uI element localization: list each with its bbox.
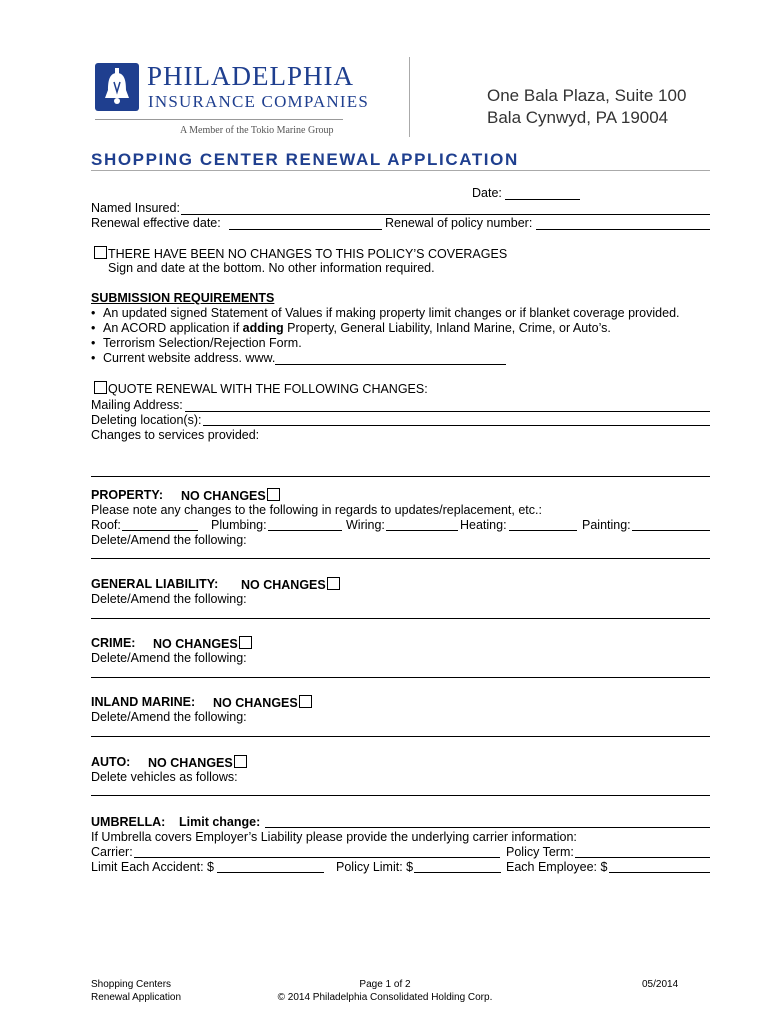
- acord-text: An ACORD application if: [103, 321, 240, 335]
- header-divider: [409, 57, 410, 137]
- property-amend-label: Delete/Amend the following:: [91, 533, 247, 547]
- carrier-field[interactable]: [134, 857, 500, 858]
- date-field[interactable]: [505, 199, 580, 200]
- submission-item-acord: [103, 321, 611, 336]
- named-insured-label: Named Insured:: [91, 201, 180, 215]
- renewal-policy-label: Renewal of policy number:: [385, 216, 533, 230]
- member-text: A Member of the Tokio Marine Group: [180, 125, 334, 136]
- property-no-changes-label: NO CHANGES: [181, 489, 266, 503]
- acord-rest-text: Property, General Liability, Inland Marine, Crime, or Auto’s.: [287, 321, 611, 335]
- bullet-icon: •: [91, 306, 96, 320]
- heating-label: Heating:: [460, 518, 507, 532]
- policy-term-label: Policy Term:: [506, 845, 574, 859]
- limit-each-accident-label: Limit Each Accident: $: [91, 860, 214, 874]
- umbrella-limit-field[interactable]: [265, 827, 710, 828]
- website-field[interactable]: [275, 364, 506, 365]
- limit-each-accident-field[interactable]: [217, 872, 324, 873]
- plumbing-label: Plumbing:: [211, 518, 267, 532]
- inland-amend-field[interactable]: [91, 736, 710, 737]
- auto-no-changes-label: NO CHANGES: [148, 756, 233, 770]
- bullet-icon: •: [91, 351, 96, 365]
- wiring-label: Wiring:: [346, 518, 385, 532]
- umbrella-note: If Umbrella covers Employer’s Liability please provide the underlying carrier information:: [91, 830, 577, 844]
- crime-amend-label: Delete/Amend the following:: [91, 651, 247, 665]
- property-no-changes-checkbox[interactable]: [267, 488, 280, 501]
- property-heading: PROPERTY:: [91, 488, 163, 502]
- inland-no-changes-checkbox[interactable]: [299, 695, 312, 708]
- address-line-2: Bala Cynwyd, PA 19004: [487, 108, 669, 127]
- acord-bold-text: adding: [242, 321, 284, 335]
- gl-amend-field[interactable]: [91, 618, 710, 619]
- painting-field[interactable]: [632, 530, 710, 531]
- crime-no-changes-checkbox[interactable]: [239, 636, 252, 649]
- auto-amend-field[interactable]: [91, 795, 710, 796]
- roof-field[interactable]: [122, 530, 198, 531]
- bullet-icon: •: [91, 336, 96, 350]
- no-changes-label: THERE HAVE BEEN NO CHANGES TO THIS POLICY’S COVERAGES: [108, 247, 508, 261]
- plumbing-field[interactable]: [268, 530, 342, 531]
- address-line-1: One Bala Plaza, Suite 100: [487, 86, 687, 105]
- footer-form-name: Shopping Centers: [91, 979, 172, 990]
- submission-item-website: Current website address. www.: [103, 351, 276, 365]
- company-name: PHILADELPHIA: [147, 61, 354, 91]
- no-changes-note: Sign and date at the bottom. No other information required.: [108, 261, 435, 275]
- wiring-field[interactable]: [386, 530, 458, 531]
- gl-amend-label: Delete/Amend the following:: [91, 592, 247, 606]
- date-label: Date:: [472, 186, 502, 200]
- property-no-changes: [181, 488, 281, 504]
- policy-term-field[interactable]: [575, 857, 710, 858]
- gl-no-changes-checkbox[interactable]: [327, 577, 340, 590]
- carrier-label: Carrier:: [91, 845, 133, 859]
- quote-renewal-label: QUOTE RENEWAL WITH THE FOLLOWING CHANGES:: [108, 382, 428, 396]
- footer-center: [270, 978, 500, 1004]
- auto-amend-label: Delete vehicles as follows:: [91, 770, 238, 784]
- each-employee-field[interactable]: [609, 872, 710, 873]
- mailing-address-label: Mailing Address:: [91, 398, 183, 412]
- deleting-locations-label: Deleting location(s):: [91, 413, 202, 427]
- renewal-policy-field[interactable]: [536, 229, 710, 230]
- submission-item-terrorism: Terrorism Selection/Rejection Form.: [103, 336, 302, 350]
- inland-amend-label: Delete/Amend the following:: [91, 710, 247, 724]
- liberty-bell-icon: [95, 63, 139, 111]
- logo-divider: [95, 119, 343, 120]
- changes-services-label: Changes to services provided:: [91, 428, 260, 442]
- policy-limit-label: Policy Limit: $: [336, 860, 414, 874]
- page-number: Page 1 of 2: [359, 979, 411, 990]
- heating-field[interactable]: [509, 530, 577, 531]
- submission-item-sov: An updated signed Statement of Values if making property limit changes or if blanket coverage provided.: [103, 306, 680, 320]
- renewal-effective-label: Renewal effective date:: [91, 216, 221, 230]
- deleting-locations-field[interactable]: [203, 425, 710, 426]
- copyright: © 2014 Philadelphia Consolidated Holding Corp.: [277, 992, 493, 1003]
- gl-no-changes-label: NO CHANGES: [241, 578, 326, 592]
- no-changes-checkbox[interactable]: [94, 246, 107, 259]
- policy-limit-field[interactable]: [414, 872, 501, 873]
- changes-services-field[interactable]: [91, 476, 710, 477]
- named-insured-field[interactable]: [181, 214, 710, 215]
- crime-heading: CRIME:: [91, 636, 136, 650]
- renewal-effective-field[interactable]: [229, 229, 382, 230]
- footer-left: [91, 978, 181, 1004]
- inland-no-changes: [213, 695, 313, 711]
- company-logo: [95, 61, 370, 143]
- property-amend-field[interactable]: [91, 558, 710, 559]
- footer-date: 05/2014: [642, 979, 679, 990]
- auto-no-changes-checkbox[interactable]: [234, 755, 247, 768]
- auto-heading: AUTO:: [91, 755, 131, 769]
- submission-heading: SUBMISSION REQUIREMENTS: [91, 291, 275, 305]
- umbrella-limit-label: Limit change:: [179, 815, 261, 829]
- gl-heading: GENERAL LIABILITY:: [91, 577, 219, 591]
- quote-renewal-checkbox[interactable]: [94, 381, 107, 394]
- gl-no-changes: [241, 577, 341, 593]
- bullet-icon: •: [91, 321, 96, 335]
- inland-heading: INLAND MARINE:: [91, 695, 196, 709]
- page-title: SHOPPING CENTER RENEWAL APPLICATION: [91, 150, 519, 169]
- crime-amend-field[interactable]: [91, 677, 710, 678]
- each-employee-label: Each Employee: $: [506, 860, 608, 874]
- painting-label: Painting:: [582, 518, 631, 532]
- crime-no-changes: [153, 636, 253, 652]
- title-divider: [91, 170, 710, 171]
- property-note: Please note any changes to the following in regards to updates/replacement, etc.:: [91, 503, 542, 517]
- company-subname: INSURANCE COMPANIES: [148, 92, 370, 111]
- mailing-address-field[interactable]: [185, 411, 710, 412]
- no-changes-row: [93, 246, 507, 262]
- crime-no-changes-label: NO CHANGES: [153, 637, 238, 651]
- roof-label: Roof:: [91, 518, 121, 532]
- footer-form-subname: Renewal Application: [91, 992, 182, 1003]
- inland-no-changes-label: NO CHANGES: [213, 696, 298, 710]
- umbrella-heading: UMBRELLA:: [91, 815, 166, 829]
- quote-renewal-row: [93, 381, 428, 397]
- auto-no-changes: [148, 755, 248, 771]
